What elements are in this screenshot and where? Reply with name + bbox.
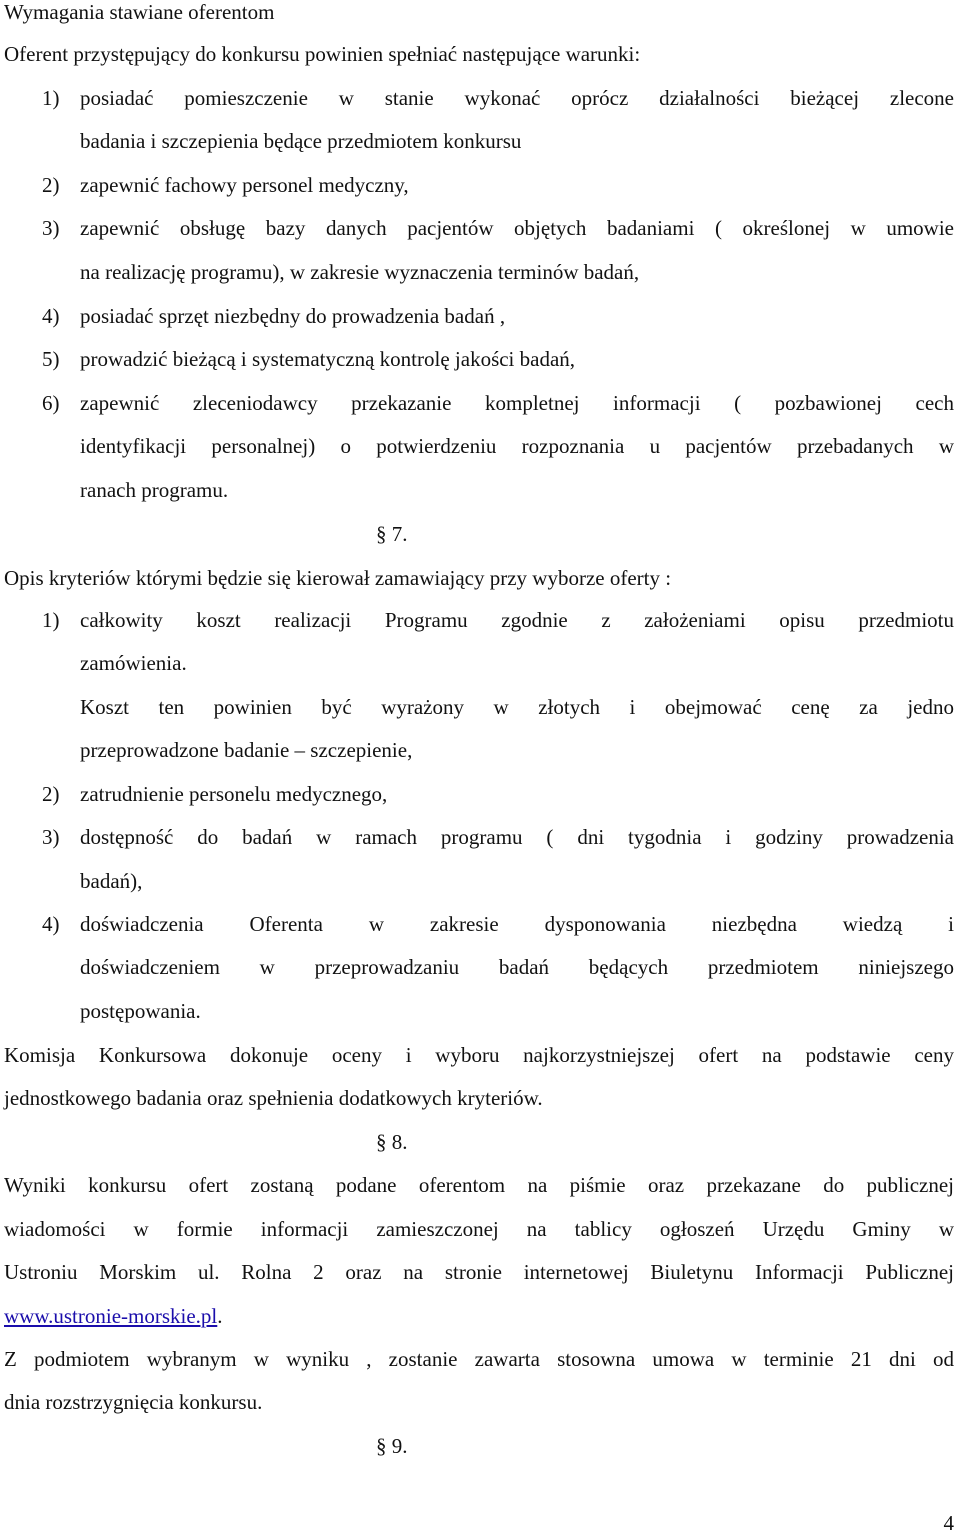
section-marker: § 7. <box>376 522 408 546</box>
list-item-text: przeprowadzone badanie – szczepienie, <box>80 738 413 762</box>
list-number: 3) <box>42 216 60 240</box>
list-item-text: badania i szczepienia będące przedmiotem konkursu <box>80 129 522 153</box>
list-item-text: zapewnić fachowy personel medyczny, <box>80 173 409 197</box>
list-item-text: ranach programu. <box>80 478 229 502</box>
page-number: 4 <box>943 1511 954 1535</box>
list-number: 2) <box>42 782 60 806</box>
list-number: 2) <box>42 173 60 197</box>
list-item-text: całkowity koszt realizacji Programu zgodnie z założeniami opisu przedmiotu <box>80 608 954 632</box>
list-number: 4) <box>42 912 60 936</box>
section-marker: § 8. <box>376 1130 408 1154</box>
list-item-text: prowadzić bieżącą i systematyczną kontrolę jakości badań, <box>80 347 576 371</box>
list-number: 3) <box>42 825 60 849</box>
list-item-text: zamówienia. <box>80 651 187 675</box>
list-number: 6) <box>42 391 60 415</box>
list-item-text: identyfikacji personalnej) o potwierdzeniu rozpoznania u pacjentów przebadanych w <box>80 434 954 458</box>
paragraph-line: Wyniki konkursu ofert zostaną podane oferentom na piśmie oraz przekazane do publicznej <box>4 1173 954 1197</box>
list-item-text: doświadczeniem w przeprowadzaniu badań będących przedmiotem niniejszego <box>80 955 954 979</box>
list-item-text: postępowania. <box>80 999 201 1023</box>
list-item-text: dostępność do badań w ramach programu ( dni tygodnia i godziny prowadzenia <box>80 825 954 849</box>
list-item-text: doświadczenia Oferenta w zakresie dysponowania niezbędna wiedzą i <box>80 912 954 936</box>
list-item-text: zapewnić obsługę bazy danych pacjentów objętych badaniami ( określonej w umowie <box>80 216 954 240</box>
list-item-text: zatrudnienie personelu medycznego, <box>80 782 388 806</box>
paragraph-line: Ustroniu Morskim ul. Rolna 2 oraz na stronie internetowej Biuletynu Informacji Publicznej <box>4 1260 954 1284</box>
intro-text: Oferent przystępujący do konkursu powinien spełniać następujące warunki: <box>4 42 641 66</box>
paragraph-line <box>4 1301 954 1331</box>
list-item-text: posiadać pomieszczenie w stanie wykonać oprócz działalności bieżącej zlecone <box>80 86 954 110</box>
list-number: 5) <box>42 347 60 371</box>
list-number: 1) <box>42 86 60 110</box>
paragraph-line: Komisja Konkursowa dokonuje oceny i wyboru najkorzystniejszej ofert na podstawie ceny <box>4 1043 954 1067</box>
list-item-text: Koszt ten powinien być wyrażony w złotych i obejmować cenę za jedno <box>80 695 954 719</box>
website-link[interactable]: www.ustronie-morskie.pl <box>4 1304 218 1328</box>
list-number: 4) <box>42 304 60 328</box>
criteria-intro: Opis kryteriów którymi będzie się kierował zamawiający przy wyborze oferty : <box>4 566 672 590</box>
paragraph-line: Z podmiotem wybranym w wyniku , zostanie zawarta stosowna umowa w terminie 21 dni od <box>4 1347 954 1371</box>
paragraph-line: jednostkowego badania oraz spełnienia dodatkowych kryteriów. <box>4 1086 543 1110</box>
paragraph-line: dnia rozstrzygnięcia konkursu. <box>4 1390 263 1414</box>
list-item-text: zapewnić zleceniodawcy przekazanie kompletnej informacji ( pozbawionej cech <box>80 391 954 415</box>
paragraph-line: wiadomości w formie informacji zamieszczonej na tablicy ogłoszeń Urzędu Gminy w <box>4 1217 954 1241</box>
list-item-text: posiadać sprzęt niezbędny do prowadzenia badań , <box>80 304 506 328</box>
list-number: 1) <box>42 608 60 632</box>
list-item-text: badań), <box>80 869 143 893</box>
link-trailing-period: . <box>217 1304 223 1328</box>
section-heading: Wymagania stawiane oferentom <box>4 0 275 24</box>
section-marker: § 9. <box>376 1434 408 1458</box>
list-item-text: na realizację programu), w zakresie wyznaczenia terminów badań, <box>80 260 640 284</box>
